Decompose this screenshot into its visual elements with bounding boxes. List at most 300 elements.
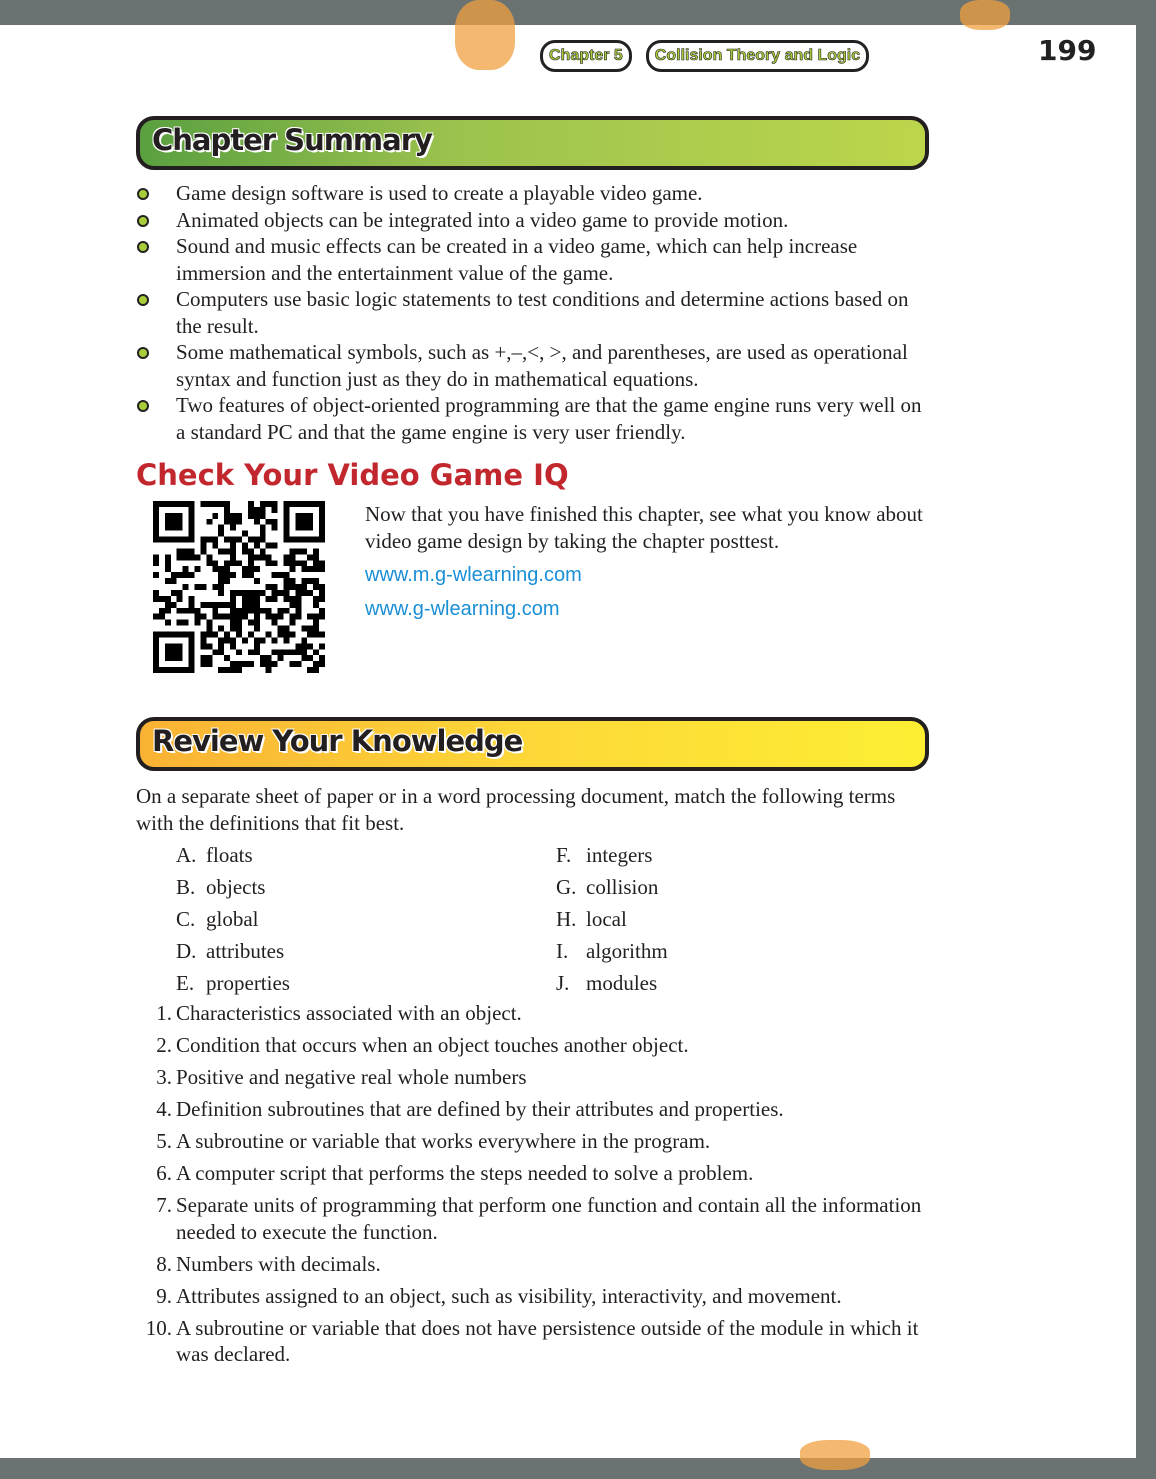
qr-module xyxy=(254,626,260,632)
qr-module xyxy=(254,614,260,620)
question-item xyxy=(136,1096,936,1123)
summary-item: Animated objects can be integrated into a video game to provide motion. xyxy=(136,207,936,234)
qr-module xyxy=(254,513,260,519)
qr-module xyxy=(272,560,278,566)
qr-module xyxy=(313,584,319,590)
term-letter: C. xyxy=(176,907,196,931)
qr-module xyxy=(212,513,218,519)
qr-module xyxy=(289,631,295,637)
qr-module xyxy=(230,667,236,673)
web-link[interactable]: www.g-wlearning.com xyxy=(365,598,560,620)
qr-module xyxy=(171,590,177,596)
qr-module xyxy=(242,608,248,614)
qr-module xyxy=(153,590,159,596)
qr-module xyxy=(313,631,319,637)
qr-module xyxy=(206,501,212,507)
qr-module xyxy=(295,602,301,608)
qr-module xyxy=(230,614,236,620)
question-item xyxy=(136,1315,936,1368)
qr-module xyxy=(218,584,224,590)
question-item xyxy=(136,1192,936,1245)
qr-module xyxy=(254,590,260,596)
term-letter: B. xyxy=(176,875,196,899)
qr-module xyxy=(242,531,248,537)
qr-module xyxy=(307,614,313,620)
qr-module xyxy=(248,566,254,572)
qr-module xyxy=(242,596,248,602)
qr-module xyxy=(165,608,171,614)
qr-module xyxy=(272,584,278,590)
qr-module xyxy=(248,590,254,596)
term-item xyxy=(176,904,556,936)
qr-module xyxy=(206,519,212,525)
qr-module xyxy=(159,596,165,602)
qr-module xyxy=(212,584,218,590)
qr-module xyxy=(295,584,301,590)
qr-module xyxy=(313,596,319,602)
qr-module xyxy=(260,525,266,531)
qr-module xyxy=(189,608,195,614)
qr-module xyxy=(301,626,307,632)
qr-module xyxy=(230,554,236,560)
qr-module xyxy=(266,584,272,590)
question-number: 10. xyxy=(145,1315,172,1340)
qr-module xyxy=(254,620,260,626)
question-number: 1. xyxy=(156,1001,172,1025)
qr-module xyxy=(289,566,295,572)
qr-module xyxy=(218,548,224,554)
qr-module xyxy=(266,614,272,620)
summary-item: Computers use basic logic statements to test conditions and determine actions based on the result. xyxy=(136,286,936,339)
qr-module xyxy=(177,548,183,554)
qr-module xyxy=(278,590,284,596)
term-item xyxy=(556,968,936,1000)
qr-module xyxy=(153,596,159,602)
question-item xyxy=(136,1000,936,1027)
question-text: Characteristics associated with an object. xyxy=(176,1001,522,1025)
term-item xyxy=(176,936,556,968)
qr-module xyxy=(165,620,171,626)
qr-module xyxy=(278,614,284,620)
question-text: A computer script that performs the steps needed to solve a problem. xyxy=(176,1161,754,1185)
qr-module xyxy=(189,596,195,602)
term-label: collision xyxy=(586,875,659,899)
qr-module xyxy=(319,560,325,566)
qr-module xyxy=(206,661,212,667)
qr-module xyxy=(266,501,272,507)
qr-module xyxy=(278,626,284,632)
qr-module xyxy=(313,626,319,632)
term-label: attributes xyxy=(206,939,285,963)
qr-module xyxy=(307,566,313,572)
qr-module xyxy=(307,655,313,661)
qr-module xyxy=(254,602,260,608)
term-letter: D. xyxy=(176,939,197,963)
qr-module xyxy=(289,554,295,560)
qr-module xyxy=(224,631,230,637)
qr-module xyxy=(206,620,212,626)
terms-left xyxy=(176,840,556,1000)
qr-module xyxy=(248,631,254,637)
qr-module xyxy=(248,602,254,608)
qr-module xyxy=(283,631,289,637)
summary-item: Sound and music effects can be created in a video game, which can help increase immersion and the entertainment value of the game. xyxy=(136,233,936,286)
qr-module xyxy=(248,548,254,554)
qr-module xyxy=(242,543,248,549)
qr-module xyxy=(236,614,242,620)
qr-module xyxy=(206,554,212,560)
qr-module xyxy=(272,620,278,626)
iq-heading: Check Your Video Game IQ xyxy=(136,458,569,492)
qr-module xyxy=(206,602,212,608)
main-column xyxy=(136,116,936,1373)
qr-module xyxy=(272,519,278,525)
summary-item: Two features of object-oriented programming are that the game engine runs very well on a standard PC and that the game engine is very user friendly. xyxy=(136,392,936,445)
qr-module xyxy=(218,643,224,649)
qr-code[interactable] xyxy=(153,501,325,673)
qr-module xyxy=(283,626,289,632)
qr-module xyxy=(218,501,224,507)
qr-module xyxy=(212,602,218,608)
qr-module xyxy=(224,501,230,507)
qr-module xyxy=(289,661,295,667)
qr-module xyxy=(313,620,319,626)
qr-module xyxy=(218,637,224,643)
qr-module xyxy=(301,584,307,590)
qr-module xyxy=(230,596,236,602)
qr-module xyxy=(289,649,295,655)
qr-module xyxy=(230,643,236,649)
term-letter: A. xyxy=(176,843,197,867)
qr-module xyxy=(289,548,295,554)
paint-splatter xyxy=(800,1440,870,1470)
qr-module xyxy=(236,519,242,525)
qr-module xyxy=(165,560,171,566)
question-text: Separate units of programming that perform one function and contain all the information needed to execute the function. xyxy=(176,1193,922,1244)
qr-module xyxy=(165,602,171,608)
qr-module xyxy=(189,572,195,578)
qr-module xyxy=(319,608,325,614)
qr-module xyxy=(218,667,224,673)
qr-module xyxy=(224,537,230,543)
qr-module xyxy=(313,661,319,667)
question-item xyxy=(136,1032,936,1059)
qr-module xyxy=(212,537,218,543)
qr-module xyxy=(289,620,295,626)
qr-module xyxy=(171,578,177,584)
qr-module xyxy=(307,578,313,584)
qr-module xyxy=(212,649,218,655)
qr-module xyxy=(218,649,224,655)
qr-module xyxy=(295,614,301,620)
term-label: global xyxy=(206,907,259,931)
qr-module xyxy=(224,519,230,525)
review-banner xyxy=(136,717,929,771)
term-label: floats xyxy=(206,843,253,867)
qr-module xyxy=(230,661,236,667)
qr-module xyxy=(313,578,319,584)
qr-module xyxy=(272,649,278,655)
qr-module xyxy=(206,655,212,661)
term-item xyxy=(556,936,936,968)
question-number: 5. xyxy=(156,1129,172,1153)
qr-module xyxy=(195,554,201,560)
qr-module xyxy=(230,513,236,519)
qr-module xyxy=(183,554,189,560)
question-number: 4. xyxy=(156,1097,172,1121)
qr-module xyxy=(183,548,189,554)
qr-module xyxy=(272,596,278,602)
qr-module xyxy=(206,631,212,637)
qr-module xyxy=(266,667,272,673)
qr-module xyxy=(289,614,295,620)
qr-module xyxy=(266,596,272,602)
qr-module xyxy=(224,572,230,578)
qr-module xyxy=(272,590,278,596)
term-item xyxy=(176,968,556,1000)
qr-module xyxy=(230,620,236,626)
qr-module xyxy=(189,548,195,554)
term-letter: F. xyxy=(556,843,572,867)
qr-module xyxy=(289,602,295,608)
qr-module xyxy=(272,501,278,507)
qr-module xyxy=(165,513,183,531)
qr-module xyxy=(183,584,189,590)
question-text: A subroutine or variable that works everywhere in the program. xyxy=(176,1129,711,1153)
qr-module xyxy=(301,637,307,643)
paint-splatter xyxy=(455,0,515,70)
qr-module xyxy=(260,537,266,543)
qr-module xyxy=(248,501,254,507)
question-number: 2. xyxy=(156,1033,172,1057)
qr-module xyxy=(319,590,325,596)
question-number: 8. xyxy=(156,1251,172,1276)
mobile-link[interactable]: www.m.g-wlearning.com xyxy=(365,564,582,586)
question-text: Positive and negative real whole numbers xyxy=(176,1065,527,1089)
qr-module xyxy=(301,560,307,566)
qr-module xyxy=(206,537,212,543)
qr-module xyxy=(307,643,313,649)
qr-module xyxy=(254,519,260,525)
question-item xyxy=(136,1283,936,1310)
qr-module xyxy=(171,572,177,578)
qr-module xyxy=(301,578,307,584)
qr-module xyxy=(159,614,165,620)
qr-module xyxy=(319,596,325,602)
qr-module xyxy=(236,667,242,673)
qr-module xyxy=(230,548,236,554)
qr-module xyxy=(230,590,236,596)
terms xyxy=(136,840,936,1000)
qr-module xyxy=(278,631,284,637)
qr-module xyxy=(200,548,206,554)
qr-module xyxy=(295,661,301,667)
term-label: local xyxy=(586,907,627,931)
chapter-summary-banner xyxy=(136,116,929,170)
section-heading: Review Your Knowledge xyxy=(152,724,523,758)
iq-content xyxy=(365,501,925,673)
qr-module xyxy=(278,608,284,614)
qr-module xyxy=(260,507,266,513)
qr-module xyxy=(313,554,319,560)
qr-module xyxy=(313,560,319,566)
qr-module xyxy=(242,572,248,578)
qr-module xyxy=(301,649,307,655)
qr-module xyxy=(266,560,272,566)
qr-module xyxy=(307,626,313,632)
qr-module xyxy=(295,649,301,655)
qr-module xyxy=(183,620,189,626)
qr-module xyxy=(266,543,272,549)
qr-module xyxy=(319,643,325,649)
term-letter: G. xyxy=(556,875,577,899)
qr-module xyxy=(165,554,171,560)
qr-module xyxy=(177,572,183,578)
qr-module xyxy=(230,519,236,525)
qr-module xyxy=(153,560,159,566)
qr-module xyxy=(266,631,272,637)
qr-module xyxy=(218,566,224,572)
qr-module xyxy=(230,637,236,643)
qr-module xyxy=(195,614,201,620)
qr-module xyxy=(283,560,289,566)
term-label: properties xyxy=(206,971,290,995)
qr-module xyxy=(260,655,266,661)
running-header xyxy=(540,40,869,72)
qr-module xyxy=(266,519,272,525)
question-text: A subroutine or variable that does not have persistence outside of the module in which it was declared. xyxy=(176,1315,919,1366)
qr-module xyxy=(189,602,195,608)
qr-module xyxy=(153,614,159,620)
terms-right xyxy=(556,840,936,1000)
qr-module xyxy=(254,543,260,549)
qr-module xyxy=(159,608,165,614)
qr-module xyxy=(224,667,230,673)
qr-module xyxy=(248,661,254,667)
qr-module xyxy=(218,578,224,584)
qr-module xyxy=(230,560,236,566)
qr-module xyxy=(230,525,236,531)
qr-module xyxy=(319,566,325,572)
qr-module xyxy=(295,548,301,554)
term-item xyxy=(556,840,936,872)
qr-module xyxy=(272,543,278,549)
summary-item: Game design software is used to create a playable video game. xyxy=(136,180,936,207)
question-text: Definition subroutines that are defined by their attributes and properties. xyxy=(176,1097,784,1121)
qr-module xyxy=(236,537,242,543)
qr-module xyxy=(200,631,206,637)
qr-module xyxy=(236,631,242,637)
qr-module xyxy=(278,649,284,655)
qr-module xyxy=(295,590,301,596)
qr-module xyxy=(301,590,307,596)
qr-module xyxy=(313,649,319,655)
qr-module xyxy=(266,655,272,661)
qr-module xyxy=(236,626,242,632)
question-text: Attributes assigned to an object, such as visibility, interactivity, and movement. xyxy=(176,1283,842,1308)
qr-module xyxy=(183,572,189,578)
qr-module xyxy=(248,649,254,655)
page-number: 199 xyxy=(1038,34,1097,67)
question-number: 3. xyxy=(156,1065,172,1089)
question-number: 7. xyxy=(156,1193,172,1217)
qr-module xyxy=(153,572,159,578)
qr-module xyxy=(283,572,289,578)
qr-module xyxy=(200,655,206,661)
qr-module xyxy=(254,507,260,513)
qr-module xyxy=(218,525,224,531)
qr-module xyxy=(313,614,319,620)
qr-module xyxy=(230,537,236,543)
term-label: objects xyxy=(206,875,266,899)
qr-module xyxy=(183,566,189,572)
qr-module xyxy=(254,608,260,614)
qr-module xyxy=(295,513,313,531)
qr-module xyxy=(266,608,272,614)
qr-module xyxy=(283,608,289,614)
qr-module xyxy=(218,531,224,537)
qr-module xyxy=(319,661,325,667)
qr-module xyxy=(218,602,224,608)
qr-module xyxy=(283,590,289,596)
qr-module xyxy=(319,655,325,661)
qr-module xyxy=(236,560,242,566)
qr-module xyxy=(319,631,325,637)
qr-module xyxy=(212,560,218,566)
qr-module xyxy=(283,596,289,602)
qr-module xyxy=(242,566,248,572)
qr-module xyxy=(242,602,248,608)
qr-module xyxy=(313,548,319,554)
qr-module xyxy=(272,637,278,643)
qr-module xyxy=(165,643,183,661)
qr-module xyxy=(289,578,295,584)
paint-splatter xyxy=(960,0,1010,30)
qr-module xyxy=(200,614,206,620)
qr-module xyxy=(242,614,248,620)
qr-module xyxy=(266,554,272,560)
qr-module xyxy=(248,596,254,602)
chapter-title: Collision Theory and Logic xyxy=(646,40,869,72)
qr-module xyxy=(230,572,236,578)
question-number: 9. xyxy=(156,1283,172,1308)
qr-module xyxy=(200,501,206,507)
qr-module xyxy=(260,590,266,596)
qr-module xyxy=(200,584,206,590)
question-item xyxy=(136,1251,936,1278)
qr-module xyxy=(248,560,254,566)
qr-module xyxy=(212,543,218,549)
qr-module xyxy=(177,596,183,602)
qr-module xyxy=(295,560,301,566)
qr-module xyxy=(195,584,201,590)
qr-module xyxy=(218,590,224,596)
qr-module xyxy=(301,643,307,649)
qr-module xyxy=(289,596,295,602)
qr-module xyxy=(218,626,224,632)
qr-module xyxy=(230,543,236,549)
qr-module xyxy=(212,501,218,507)
qr-module xyxy=(307,631,313,637)
qr-module xyxy=(248,572,254,578)
qr-module xyxy=(206,626,212,632)
iq-text: Now that you have finished this chapter, see what you know about video game design by taking the chapter posttest. xyxy=(365,502,923,553)
qr-module xyxy=(283,554,289,560)
qr-module xyxy=(301,548,307,554)
qr-module xyxy=(236,590,242,596)
qr-module xyxy=(248,537,254,543)
qr-module xyxy=(248,507,254,513)
